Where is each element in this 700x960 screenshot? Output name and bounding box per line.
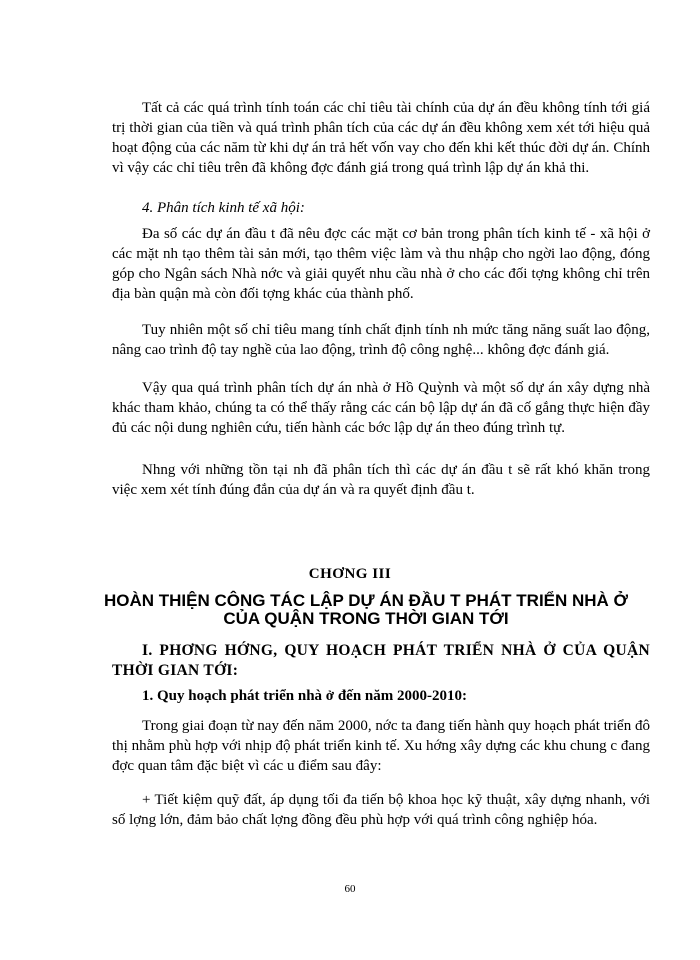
paragraph-urban-development: Trong giai đoạn từ nay đến năm 2000, nớc ta đang tiến hành quy hoạch phát triển đô thị nhằm phù hợp với nhịp độ phát triển kinh tế. Xu hớng xây dựng các khu chung c đang đợc quan tâm đặc biệt vì các u điểm sau đây: <box>112 718 650 774</box>
paragraph-remaining-issues: Nhng với những tồn tại nh đã phân tích thì các dự án đầu t sẽ rất khó khăn trong việc xem xét tính đúng đắn của dự án và ra quyết định đầu t. <box>112 462 650 498</box>
heading-socioeconomic-analysis: 4. Phân tích kinh tế xã hội: <box>142 200 305 216</box>
paragraph-financial-indicators: Tất cả các quá trình tính toán các chỉ tiêu tài chính của dự án đều không tính tới giá trị thời gian của tiền và quá trình phân tích của các dự án đều không xem xét tới hiệu quả hoạt động của các năm từ khi dự án trả hết vốn vay cho đến khi kết thúc đời dự án. Chính vì vậy các chỉ tiêu trên đã không đợc đánh giá trong quá trình lập dự án khả thi. <box>112 100 650 176</box>
page-number: 60 <box>344 883 356 895</box>
chapter-label: CHƠNG III <box>308 566 392 582</box>
paragraph-qualitative-indicators: Tuy nhiên một số chỉ tiêu mang tính chất định tính nh mức tăng năng suất lao động, nâng cao trình độ tay nghề của lao động, trình độ công nghệ... không đợc đánh giá. <box>112 322 650 358</box>
chapter-title: HOÀN THIỆN CÔNG TÁC LẬP DỰ ÁN ĐẦU T PHÁT TRIỂN NHÀ Ở CỦA QUẬN TRONG THỜI GIAN TỚI <box>103 591 629 628</box>
section-title: I. PHƠNG HỚNG, QUY HOẠCH PHÁT TRIỂN NHÀ Ở CỦA QUẬN THỜI GIAN TỚI: <box>112 642 650 679</box>
paragraph-project-analysis-conclusion: Vậy qua quá trình phân tích dự án nhà ở Hồ Quỳnh và một số dự án xây dựng nhà khác tham khảo, chúng ta có thể thấy rằng các cán bộ lập dự án đã cố gắng thực hiện đầy đủ các nội dung nghiên cứu, tiến hành các bớc lập dự án theo đúng trình tự. <box>112 380 650 436</box>
paragraph-socioeconomic-aspects: Đa số các dự án đầu t đã nêu đợc các mặt cơ bản trong phân tích kinh tế - xã hội ở các mặt nh tạo thêm tài sản mới, tạo thêm việc làm và thu nhập cho ngời lao động, đóng góp cho Ngân sách Nhà nớc và giải quyết nhu cầu nhà ở cho các đối tợng không chỉ trên địa bàn quận mà còn đối tợng khác của thành phố. <box>112 226 650 302</box>
paragraph-advantages-list-item: + Tiết kiệm quỹ đất, áp dụng tối đa tiến bộ khoa học kỹ thuật, xây dựng nhanh, với số lợng lớn, đảm bảo chất lợng đồng đều phù hợp với quá trình công nghiệp hóa. <box>112 792 650 828</box>
subsection-title: 1. Quy hoạch phát triển nhà ở đến năm 2000-2010: <box>142 688 468 704</box>
